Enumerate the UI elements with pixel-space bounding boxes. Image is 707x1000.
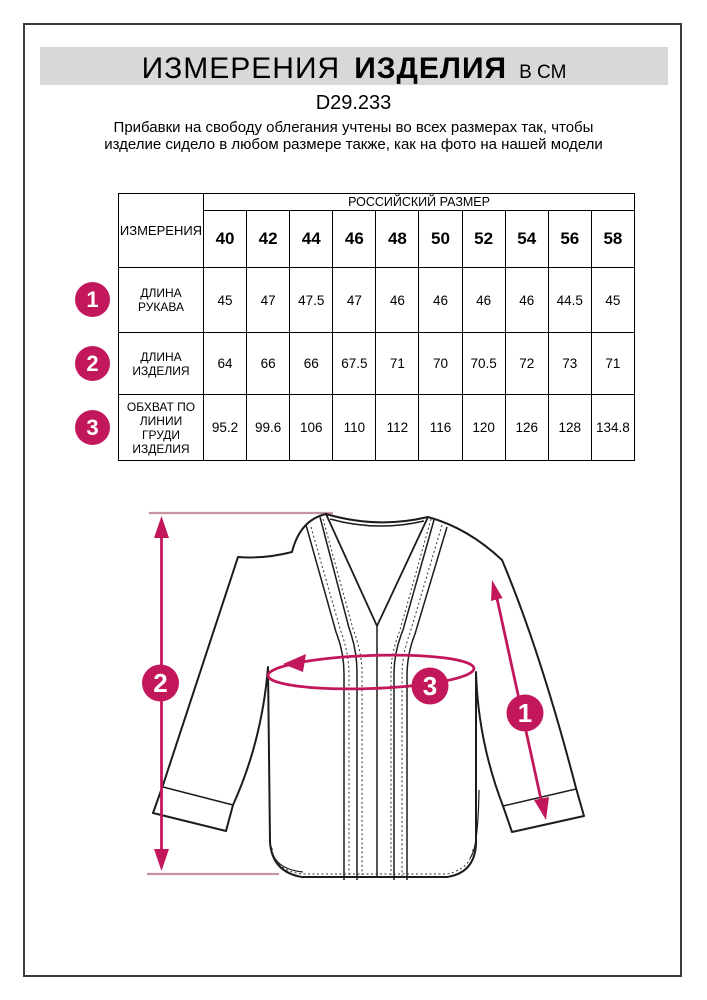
cell: 46 [376,268,419,333]
size-col-header: 52 [462,211,505,268]
cell: 106 [290,395,333,461]
row-label: ДЛИНА РУКАВА [119,268,204,333]
table-row-garment-length [119,333,635,395]
cell: 126 [505,395,548,461]
cell: 112 [376,395,419,461]
cell: 46 [419,268,462,333]
size-col-header: 46 [333,211,376,268]
cell: 110 [333,395,376,461]
fit-note: Прибавки на свободу облегания учтены во всех размерах так, чтобы изделие сидело в любом размере также, как на фото на нашей модели [104,119,603,153]
cell: 72 [505,333,548,395]
cell: 64 [204,333,247,395]
cell: 70 [419,333,462,395]
cell: 45 [204,268,247,333]
title-bar [40,47,668,85]
cell: 134.8 [591,395,634,461]
diagram-marker-sleeve-label: 1 [517,698,533,728]
diagram-marker-length-label: 2 [153,668,168,698]
cell: 44.5 [548,268,591,333]
table-row-chest-girth [119,395,635,461]
cell: 73 [548,333,591,395]
garment-measurement-diagram [0,470,707,920]
size-col-header: 42 [247,211,290,268]
cell: 128 [548,395,591,461]
size-table [118,193,635,461]
row-marker-1: 1 [75,282,110,317]
row-label: ДЛИНА ИЗДЕЛИЯ [119,333,204,395]
cell: 71 [376,333,419,395]
cell: 66 [247,333,290,395]
cell: 67.5 [333,333,376,395]
cell: 47.5 [290,268,333,333]
product-code: D29.233 [315,92,392,114]
cell: 47 [333,268,376,333]
cell: 116 [419,395,462,461]
length-arrow-head-bottom [154,849,169,871]
table-row-sleeve-length [119,268,635,333]
cell: 46 [505,268,548,333]
cell: 45 [591,268,634,333]
cell: 120 [462,395,505,461]
table-corner-header: ИЗМЕРЕНИЯ [119,194,204,268]
length-arrow-head-top [154,516,169,538]
page-title-unit: В СМ [519,62,567,83]
row-label: ОБХВАТ ПО ЛИНИИ ГРУДИ ИЗДЕЛИЯ [119,395,204,461]
page-title-emphasis: ИЗДЕЛИЯ [354,52,508,85]
size-col-header: 44 [290,211,333,268]
row-marker-2: 2 [75,346,110,381]
row-marker-3: 3 [75,410,110,445]
cell: 71 [591,333,634,395]
cell: 95.2 [204,395,247,461]
cell: 70.5 [462,333,505,395]
cell: 46 [462,268,505,333]
size-group-header: РОССИЙСКИЙ РАЗМЕР [204,194,635,211]
size-col-header: 48 [376,211,419,268]
size-col-header: 40 [204,211,247,268]
cell: 99.6 [247,395,290,461]
size-col-header: 50 [419,211,462,268]
size-col-header: 56 [548,211,591,268]
size-col-header: 58 [591,211,634,268]
cell: 47 [247,268,290,333]
page-title: ИЗМЕРЕНИЯ [141,52,341,85]
diagram-marker-chest-label: 3 [422,671,438,701]
cell: 66 [290,333,333,395]
size-col-header: 54 [505,211,548,268]
